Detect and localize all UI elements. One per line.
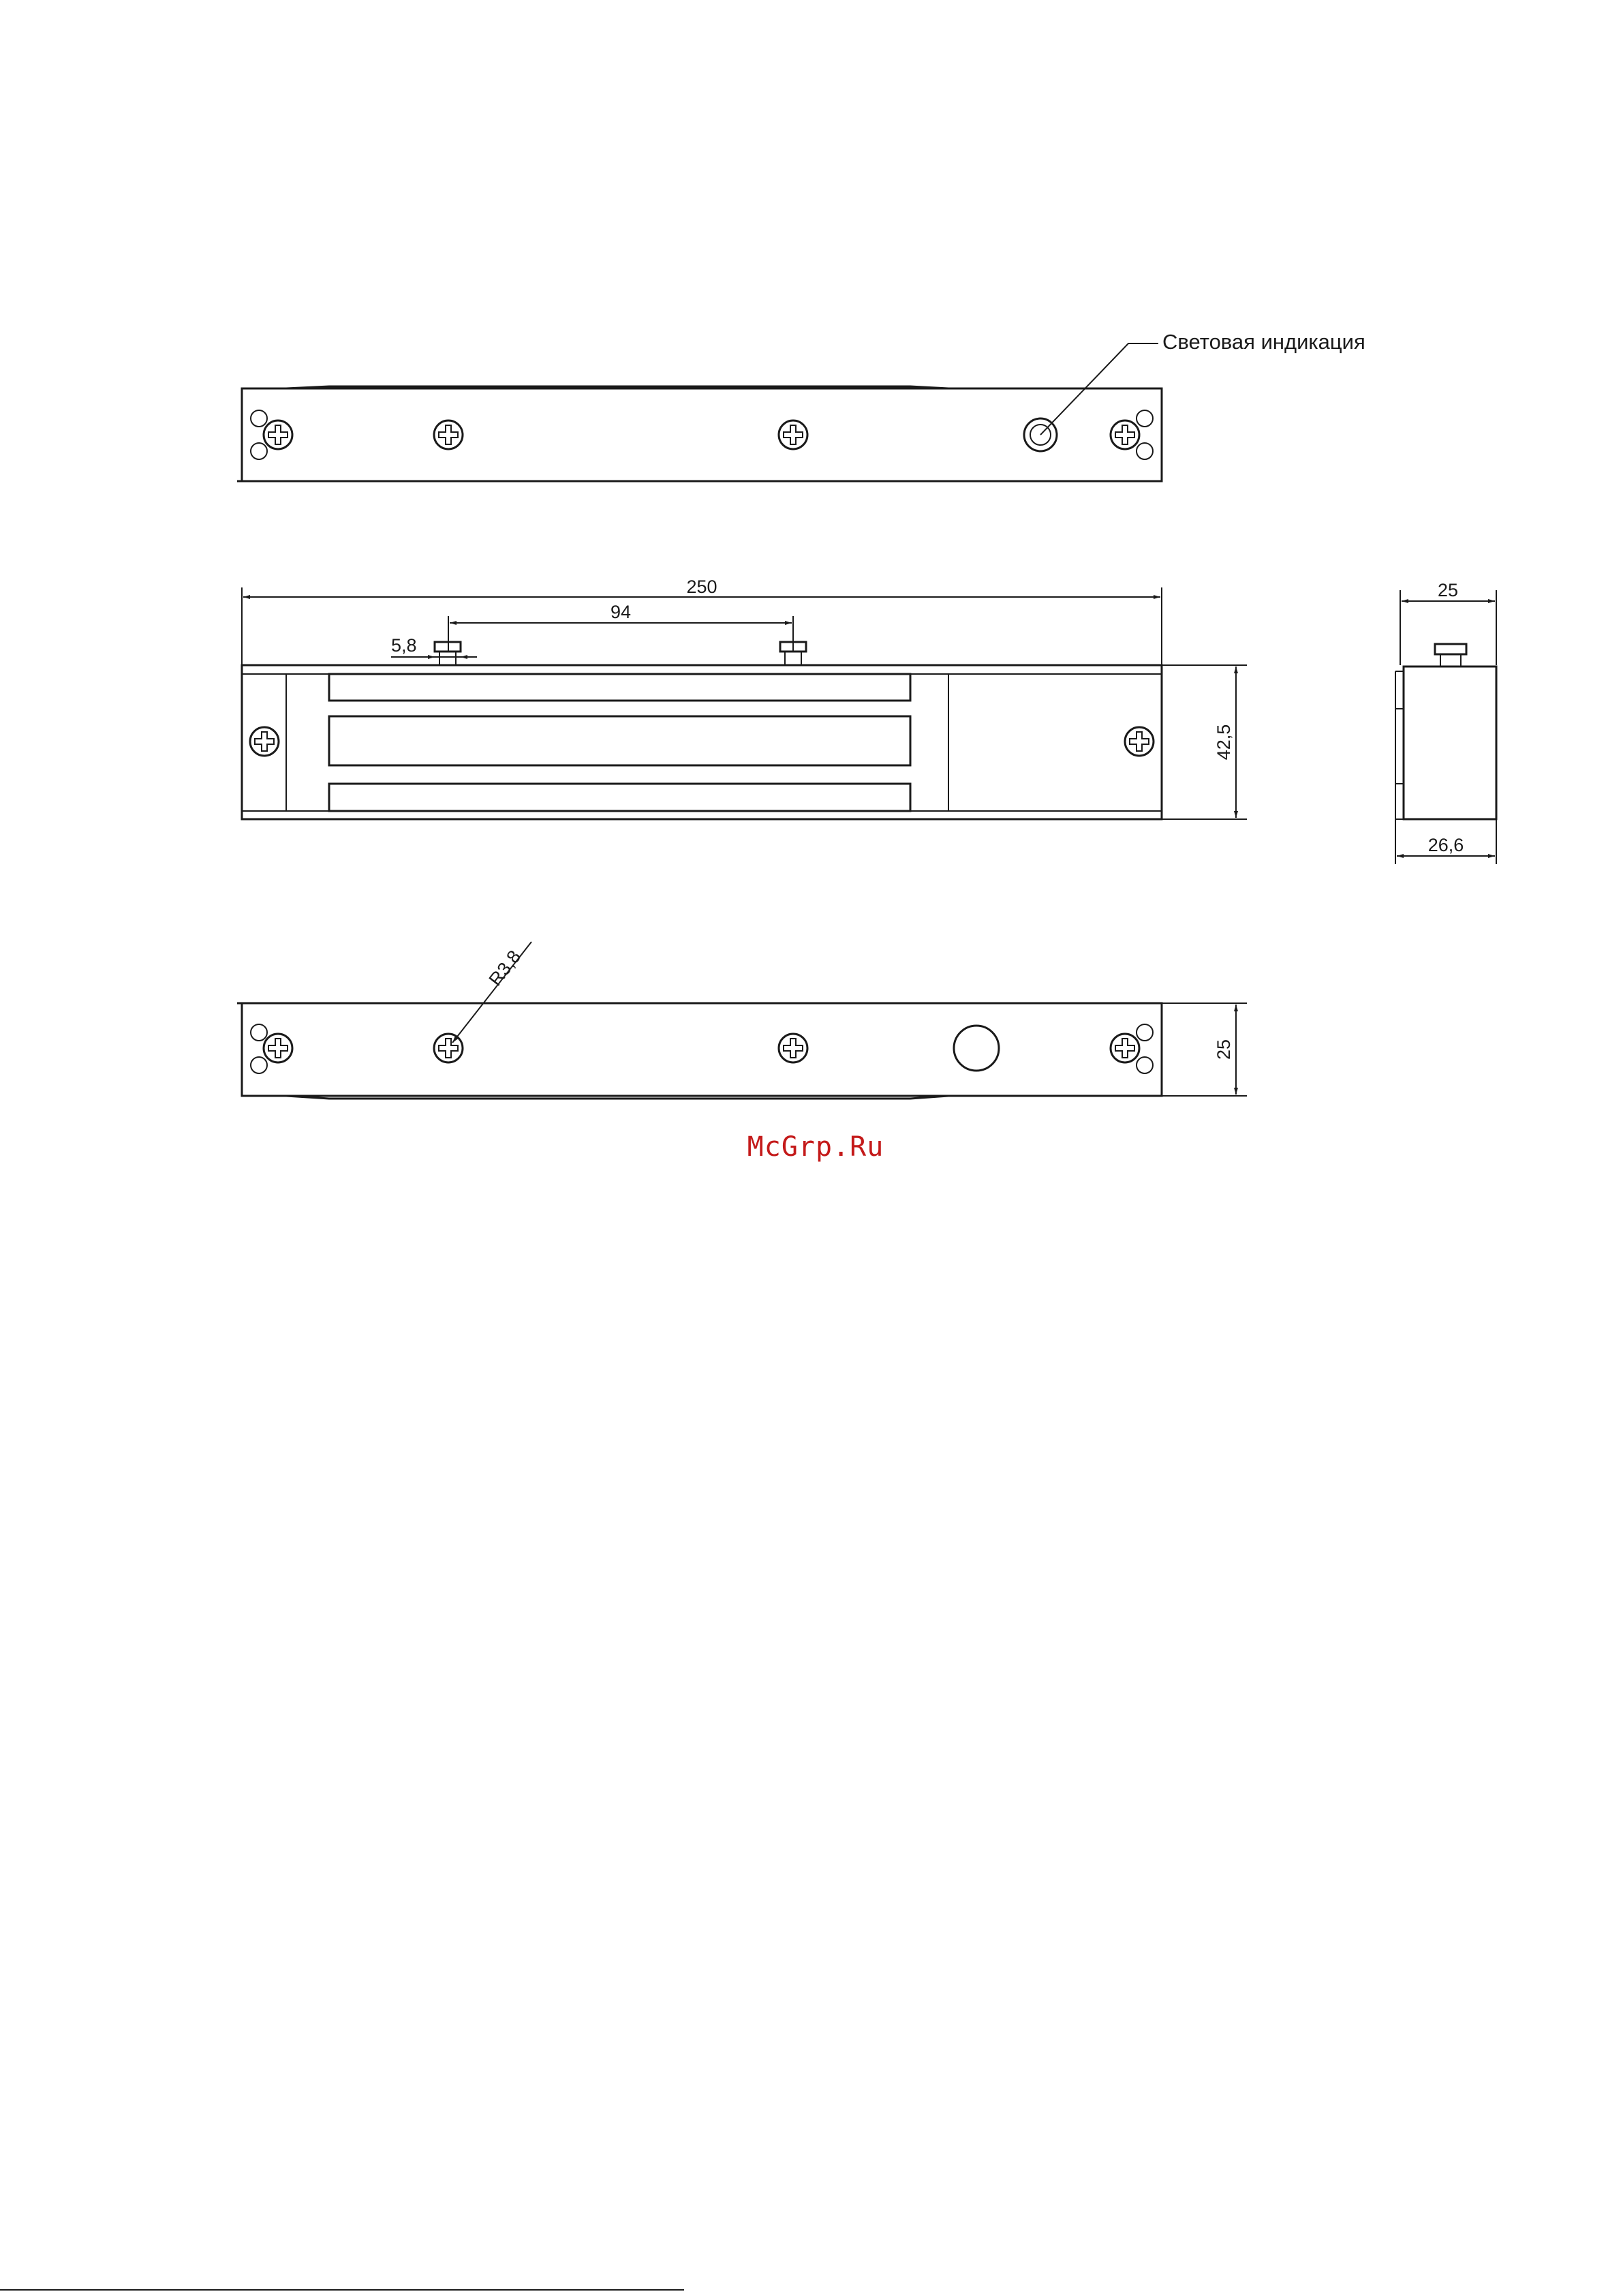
bolt-icon [1435, 644, 1466, 667]
mount-hole-icon [1137, 1057, 1153, 1073]
mount-hole-icon [251, 410, 267, 427]
mount-hole-icon [251, 1057, 267, 1073]
screw-icon [264, 420, 292, 449]
screw-icon [1111, 420, 1139, 449]
side-view [1395, 580, 1496, 864]
coil-slot [329, 784, 910, 811]
screw-icon [779, 1034, 807, 1062]
screw-icon [1125, 727, 1154, 756]
watermark: McGrp.Ru [747, 1131, 884, 1163]
screw-icon [434, 420, 463, 449]
dim-hole-radius: R3,8 [484, 946, 525, 990]
mount-hole-icon [251, 1024, 267, 1041]
front-view-body [242, 665, 1162, 819]
front-view [242, 577, 1247, 819]
side-view-body [1404, 667, 1496, 819]
mount-hole-icon [1137, 443, 1153, 459]
screw-icon [779, 420, 807, 449]
dim-bolt-width: 5,8 [391, 635, 417, 656]
dim-side-width-bottom: 26,6 [1427, 835, 1464, 855]
mount-hole-icon [1137, 410, 1153, 427]
dim-height-front: 42,5 [1214, 724, 1234, 761]
mount-hole-icon [1137, 1024, 1153, 1041]
dim-overall-length: 250 [686, 577, 717, 597]
dim-bolt-spacing: 94 [610, 602, 632, 622]
coil-slot [329, 716, 910, 765]
coil-slot [329, 674, 910, 701]
dim-height-bottom: 25 [1214, 1039, 1234, 1060]
screw-icon [264, 1034, 292, 1062]
dim-side-width-top: 25 [1437, 580, 1459, 600]
mount-hole-icon [251, 443, 267, 459]
bottom-view-body [242, 1003, 1162, 1096]
top-view [237, 330, 1365, 481]
led-callout-label: Световая индикация [1162, 330, 1365, 354]
bottom-view [237, 942, 1247, 1099]
screw-icon [434, 1034, 463, 1062]
cable-hole-icon [954, 1026, 999, 1071]
screw-icon [1111, 1034, 1139, 1062]
screw-icon [250, 727, 279, 756]
